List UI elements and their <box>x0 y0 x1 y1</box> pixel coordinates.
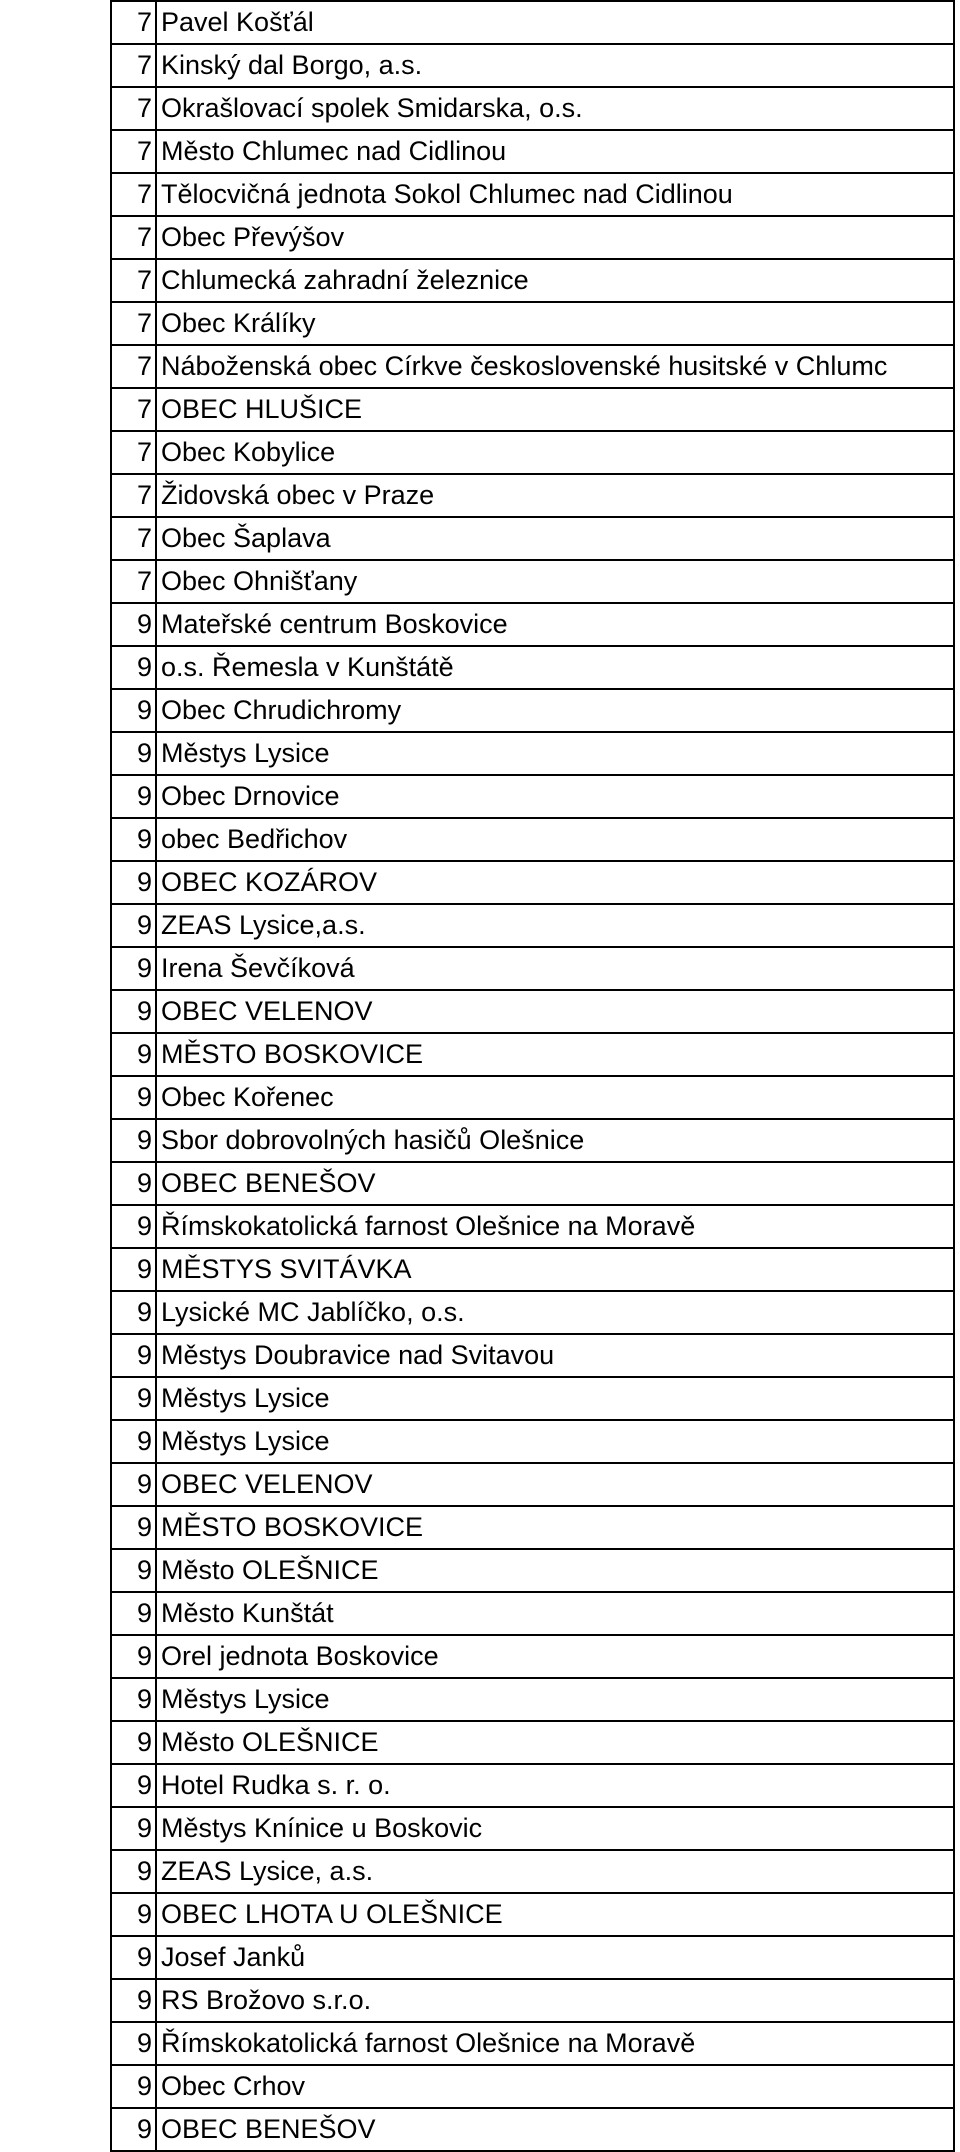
row-number-cell: 7 <box>111 87 156 130</box>
row-number-cell: 9 <box>111 1248 156 1291</box>
row-number-cell: 9 <box>111 1033 156 1076</box>
row-number-cell: 9 <box>111 1463 156 1506</box>
row-number-cell: 9 <box>111 2065 156 2108</box>
row-name-cell: Mateřské centrum Boskovice <box>156 603 954 646</box>
row-number-cell: 9 <box>111 689 156 732</box>
table-row <box>111 1420 954 1463</box>
row-name-cell: RS Brožovo s.r.o. <box>156 1979 954 2022</box>
row-number-cell: 7 <box>111 431 156 474</box>
table-row <box>111 2065 954 2108</box>
row-number-cell: 9 <box>111 1592 156 1635</box>
row-number-cell: 9 <box>111 1506 156 1549</box>
row-number-cell: 9 <box>111 1205 156 1248</box>
table-row <box>111 818 954 861</box>
table-row <box>111 431 954 474</box>
row-name-cell: ZEAS Lysice,a.s. <box>156 904 954 947</box>
row-name-cell: Městys Doubravice nad Svitavou <box>156 1334 954 1377</box>
row-name-cell: Městys Lysice <box>156 1377 954 1420</box>
row-name-cell: Okrašlovací spolek Smidarska, o.s. <box>156 87 954 130</box>
table-row <box>111 1506 954 1549</box>
row-number-cell: 9 <box>111 732 156 775</box>
row-number-cell: 9 <box>111 1162 156 1205</box>
table-row <box>111 44 954 87</box>
table-row <box>111 2108 954 2151</box>
row-name-cell: MĚSTYS SVITÁVKA <box>156 1248 954 1291</box>
row-number-cell: 7 <box>111 173 156 216</box>
row-name-cell: Městys Lysice <box>156 1420 954 1463</box>
row-name-cell: Městys Lysice <box>156 1678 954 1721</box>
row-number-cell: 9 <box>111 1893 156 1936</box>
row-number-cell: 9 <box>111 1764 156 1807</box>
row-number-cell: 7 <box>111 1 156 44</box>
table-row <box>111 646 954 689</box>
table-row <box>111 1635 954 1678</box>
row-name-cell: Město Kunštát <box>156 1592 954 1635</box>
table-row <box>111 560 954 603</box>
table-row <box>111 732 954 775</box>
recipients-table <box>110 0 955 2152</box>
row-number-cell: 9 <box>111 1549 156 1592</box>
row-number-cell: 7 <box>111 216 156 259</box>
row-name-cell: ZEAS Lysice, a.s. <box>156 1850 954 1893</box>
row-name-cell: OBEC LHOTA U OLEŠNICE <box>156 1893 954 1936</box>
row-number-cell: 9 <box>111 646 156 689</box>
row-number-cell: 9 <box>111 2022 156 2065</box>
row-number-cell: 9 <box>111 603 156 646</box>
row-number-cell: 9 <box>111 990 156 1033</box>
table-row <box>111 689 954 732</box>
table-row <box>111 1764 954 1807</box>
row-name-cell: Město Chlumec nad Cidlinou <box>156 130 954 173</box>
row-name-cell: MĚSTO BOSKOVICE <box>156 1033 954 1076</box>
row-number-cell: 7 <box>111 345 156 388</box>
row-number-cell: 9 <box>111 818 156 861</box>
row-number-cell: 9 <box>111 1635 156 1678</box>
table-row <box>111 1807 954 1850</box>
table-row <box>111 216 954 259</box>
row-name-cell: Město OLEŠNICE <box>156 1549 954 1592</box>
row-name-cell: Orel jednota Boskovice <box>156 1635 954 1678</box>
row-number-cell: 9 <box>111 1076 156 1119</box>
row-number-cell: 7 <box>111 259 156 302</box>
table-row <box>111 1893 954 1936</box>
row-number-cell: 9 <box>111 775 156 818</box>
row-name-cell: Římskokatolická farnost Olešnice na Moravě <box>156 2022 954 2065</box>
row-name-cell: OBEC BENEŠOV <box>156 2108 954 2151</box>
table-body <box>111 1 954 2151</box>
table-row <box>111 904 954 947</box>
table-row <box>111 1377 954 1420</box>
row-name-cell: Obec Králíky <box>156 302 954 345</box>
row-name-cell: Obec Drnovice <box>156 775 954 818</box>
row-name-cell: Obec Chrudichromy <box>156 689 954 732</box>
row-number-cell: 9 <box>111 1377 156 1420</box>
table-row <box>111 1291 954 1334</box>
row-number-cell: 9 <box>111 1334 156 1377</box>
row-number-cell: 7 <box>111 302 156 345</box>
row-name-cell: MĚSTO BOSKOVICE <box>156 1506 954 1549</box>
table-row <box>111 388 954 431</box>
row-name-cell: Obec Převýšov <box>156 216 954 259</box>
row-name-cell: Obec Crhov <box>156 2065 954 2108</box>
row-number-cell: 7 <box>111 388 156 431</box>
row-name-cell: Tělocvičná jednota Sokol Chlumec nad Cidlinou <box>156 173 954 216</box>
row-name-cell: Obec Ohnišťany <box>156 560 954 603</box>
row-number-cell: 7 <box>111 474 156 517</box>
row-name-cell: Josef Janků <box>156 1936 954 1979</box>
row-number-cell: 7 <box>111 130 156 173</box>
table-row <box>111 1334 954 1377</box>
row-number-cell: 9 <box>111 2108 156 2151</box>
row-name-cell: OBEC VELENOV <box>156 990 954 1033</box>
row-name-cell: Obec Šaplava <box>156 517 954 560</box>
table-row <box>111 603 954 646</box>
row-name-cell: Hotel Rudka s. r. o. <box>156 1764 954 1807</box>
row-name-cell: obec Bedřichov <box>156 818 954 861</box>
row-number-cell: 9 <box>111 1721 156 1764</box>
table-row <box>111 1119 954 1162</box>
table-row <box>111 259 954 302</box>
table-row <box>111 1205 954 1248</box>
row-name-cell: Kinský dal Borgo, a.s. <box>156 44 954 87</box>
table-row <box>111 1162 954 1205</box>
row-name-cell: Sbor dobrovolných hasičů Olešnice <box>156 1119 954 1162</box>
table-row <box>111 1463 954 1506</box>
table-row <box>111 517 954 560</box>
table-row <box>111 302 954 345</box>
row-number-cell: 9 <box>111 1678 156 1721</box>
row-number-cell: 9 <box>111 1936 156 1979</box>
row-name-cell: OBEC KOZÁROV <box>156 861 954 904</box>
table-row <box>111 775 954 818</box>
table-row <box>111 947 954 990</box>
table-row <box>111 1721 954 1764</box>
row-name-cell: Městys Lysice <box>156 732 954 775</box>
row-name-cell: Městys Knínice u Boskovic <box>156 1807 954 1850</box>
table-row <box>111 130 954 173</box>
table-row <box>111 474 954 517</box>
row-name-cell: Irena Ševčíková <box>156 947 954 990</box>
table-row <box>111 1936 954 1979</box>
table-row <box>111 1678 954 1721</box>
table-row <box>111 1076 954 1119</box>
row-name-cell: Náboženská obec Církve československé husitské v Chlumc <box>156 345 954 388</box>
row-number-cell: 7 <box>111 517 156 560</box>
table-row <box>111 1979 954 2022</box>
table-row <box>111 990 954 1033</box>
row-name-cell: Lysické MC Jablíčko, o.s. <box>156 1291 954 1334</box>
row-name-cell: Římskokatolická farnost Olešnice na Moravě <box>156 1205 954 1248</box>
table-row <box>111 1248 954 1291</box>
row-name-cell: Pavel Košťál <box>156 1 954 44</box>
table-row <box>111 861 954 904</box>
row-number-cell: 9 <box>111 861 156 904</box>
row-name-cell: Obec Kořenec <box>156 1076 954 1119</box>
table-row <box>111 1033 954 1076</box>
table-row <box>111 345 954 388</box>
table-row <box>111 1850 954 1893</box>
row-number-cell: 9 <box>111 947 156 990</box>
table-row <box>111 2022 954 2065</box>
row-number-cell: 9 <box>111 1850 156 1893</box>
row-name-cell: OBEC VELENOV <box>156 1463 954 1506</box>
row-number-cell: 9 <box>111 1420 156 1463</box>
row-name-cell: Město OLEŠNICE <box>156 1721 954 1764</box>
row-number-cell: 9 <box>111 1979 156 2022</box>
row-name-cell: OBEC BENEŠOV <box>156 1162 954 1205</box>
row-number-cell: 9 <box>111 904 156 947</box>
row-name-cell: o.s. Řemesla v Kunštátě <box>156 646 954 689</box>
table-row <box>111 1592 954 1635</box>
row-name-cell: OBEC HLUŠICE <box>156 388 954 431</box>
table-row <box>111 87 954 130</box>
row-number-cell: 9 <box>111 1291 156 1334</box>
row-number-cell: 9 <box>111 1807 156 1850</box>
row-name-cell: Obec Kobylice <box>156 431 954 474</box>
table-row <box>111 1 954 44</box>
row-number-cell: 9 <box>111 1119 156 1162</box>
row-number-cell: 7 <box>111 560 156 603</box>
row-name-cell: Židovská obec v Praze <box>156 474 954 517</box>
table-row <box>111 173 954 216</box>
row-name-cell: Chlumecká zahradní železnice <box>156 259 954 302</box>
table-row <box>111 1549 954 1592</box>
row-number-cell: 7 <box>111 44 156 87</box>
